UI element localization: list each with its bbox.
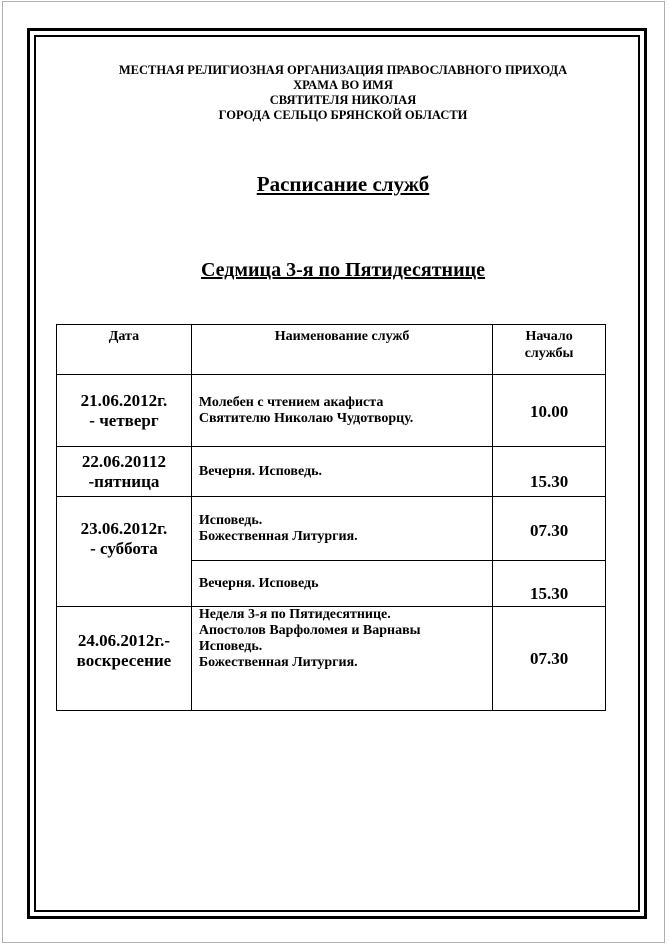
- service-line: Исповедь.: [198, 639, 263, 654]
- header-time-line-2: службы: [524, 346, 574, 361]
- week-subtitle: Седмица 3-я по Пятидесятнице: [200, 259, 486, 281]
- service-line: Святителю Николаю Чудотворцу.: [198, 410, 414, 426]
- date-text: 22.06.20112: [81, 451, 166, 471]
- date-cell: [57, 447, 192, 497]
- page-title: Расписание служб: [256, 172, 430, 196]
- header-line-4: ГОРОДА СЕЛЬЦО БРЯНСКОЙ ОБЛАСТИ: [218, 108, 468, 122]
- service-cell: [191, 497, 492, 561]
- table-row: [57, 497, 606, 561]
- header-time-line-1: Начало: [525, 329, 573, 344]
- table-row: [57, 375, 606, 447]
- header-service: Наименование служб: [191, 325, 492, 375]
- service-line: Божественная Литургия.: [198, 655, 358, 670]
- service-line: Вечерня. Исповедь.: [198, 463, 322, 479]
- date-text: 23.06.2012г.: [80, 519, 168, 538]
- header-line-2: ХРАМА ВО ИМЯ: [293, 78, 393, 92]
- date-cell: [57, 375, 192, 447]
- header-time: [493, 325, 606, 375]
- weekday-text: - четверг: [89, 410, 159, 430]
- service-cell: [191, 447, 492, 497]
- service-line: Вечерня. Исповедь: [198, 575, 319, 591]
- time-cell: 15.30: [493, 447, 606, 497]
- date-cell: [57, 497, 192, 607]
- time-cell: 15.30: [493, 561, 606, 607]
- service-cell: [191, 607, 492, 711]
- service-line: Молебен с чтением акафиста: [198, 394, 384, 410]
- weekday-text: -пятница: [88, 471, 160, 491]
- table-row: [57, 447, 606, 497]
- header-line-1: МЕСТНАЯ РЕЛИГИОЗНАЯ ОРГАНИЗАЦИЯ ПРАВОСЛАВНОГО ПРИХОДА: [118, 63, 568, 77]
- weekday-text: воскресение: [76, 651, 172, 670]
- organization-header: [40, 63, 646, 123]
- time-cell: 07.30: [493, 497, 606, 561]
- weekday-text: - суббота: [90, 539, 158, 558]
- table-header-row: [57, 325, 606, 375]
- service-line: Божественная Литургия.: [198, 528, 358, 544]
- service-line: Исповедь.: [198, 512, 263, 528]
- service-cell: [191, 561, 492, 607]
- header-line-3: СВЯТИТЕЛЯ НИКОЛАЯ: [269, 93, 417, 107]
- table-row: [57, 607, 606, 711]
- time-cell: 07.30: [493, 607, 606, 711]
- service-cell: [191, 375, 492, 447]
- time-cell: 10.00: [493, 375, 606, 447]
- service-line: Апостолов Варфоломея и Варнавы: [198, 623, 421, 638]
- schedule-table: [56, 324, 606, 711]
- service-line: Неделя 3-я по Пятидесятнице.: [198, 607, 391, 622]
- date-cell: [57, 607, 192, 711]
- date-text: 24.06.2012г.-: [77, 631, 171, 650]
- header-date: Дата: [57, 325, 192, 375]
- date-text: 21.06.2012г.: [80, 390, 168, 410]
